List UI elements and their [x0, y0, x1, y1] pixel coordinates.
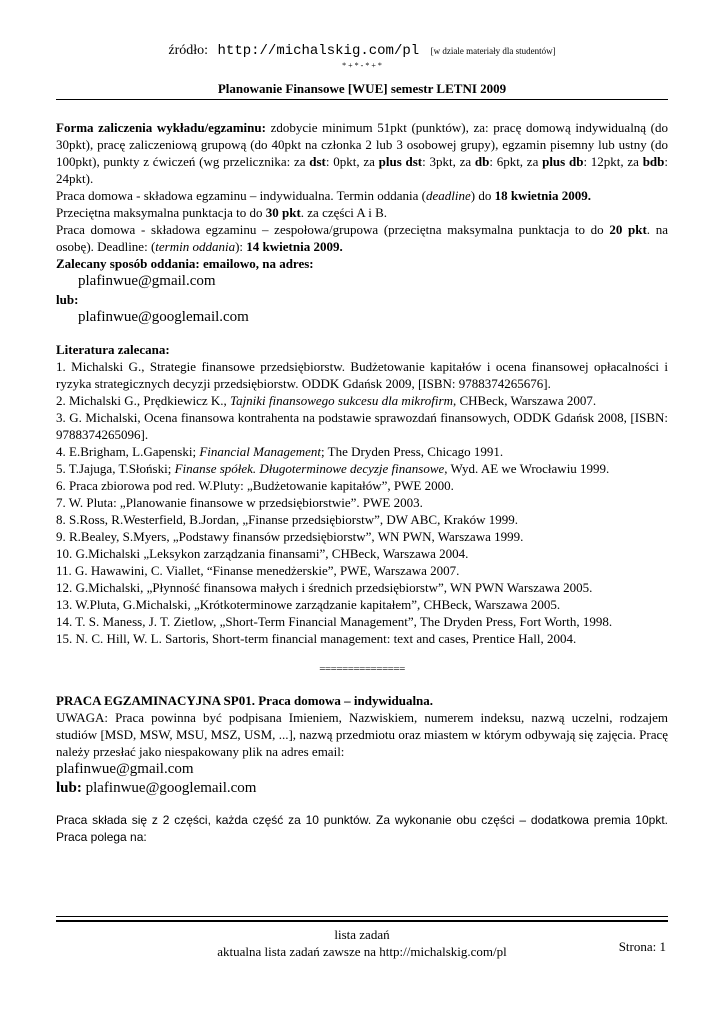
source-label: źródło:	[168, 43, 209, 58]
literature-item: 8. S.Ross, R.Westerfield, B.Jordan, „Finanse przedsiębiorstw”, DW ABC, Kraków 1999.	[56, 512, 518, 527]
uwaga-paragraph: UWAGA: Praca powinna być podpisana Imieniem, Nazwiskiem, numerem indeksu, nazwą uczelni, rodzajem studiów [MSD, MSW, MSU, MSZ, USM, ...], nazwą przedmiotu oraz miastem w którym odbywają się zajęcia. Pracę należy przesłać jako niespakowany plik na adres email:	[56, 710, 668, 759]
praca1-points: Przeciętna maksymalna punktacja to do 30 pkt. za części A i B.	[56, 205, 388, 220]
literature-item: 4. E.Brigham, L.Gapenski; Financial Management; The Dryden Press, Chicago 1991.	[56, 444, 504, 459]
literature-item: 13. W.Pluta, G.Michalski, „Krótkoterminowe zarządzanie kapitałem”, CHBeck, Warszawa 2005.	[56, 597, 561, 612]
literature-item: 11. G. Hawawini, C. Viallet, “Finanse menedżerskie”, PWE, Warszawa 2007.	[56, 563, 460, 578]
literature-item: 1. Michalski G., Strategie finansowe przedsiębiorstw. Budżetowanie kapitałów i ocena finansowej opłacalności i ryzyka strategicznych decyzji przedsiębiorstw. ODDK Gdańsk 2009, [ISBN: 9788374265676].	[56, 359, 668, 391]
forma-paragraph: Forma zaliczenia wykładu/egzaminu: zdobycie minimum 51pkt (punktów), za: pracę domową indywidualną (do 30pkt), pracę zaliczeniową grupową (do 40pkt na członka 2 lub 3 osobowej grupy), egzamin pisemny lub ustny (do 100pkt), punkty z ćwiczeń (wg przelicznika: za dst: 0pkt, za plus dst: 3pkt, za db: 6pkt, za plus db: 12pkt, za bdb: 24pkt).	[56, 120, 669, 186]
footer-line1: lista zadań	[334, 927, 390, 942]
literature-item: 5. T.Jajuga, T.Słoński; Finanse spółek. Długoterminowe decyzje finansowe, Wyd. AE we Wrocławiu 1999.	[56, 461, 610, 476]
document-title: Planowanie Finansowe [WUE] semestr LETNI 2009	[217, 81, 507, 96]
zalecany-heading: Zalecany sposób oddania: emailowo, na adres:	[56, 256, 314, 271]
literature-item: 3. G. Michalski, Ocena finansowa kontrahenta na podstawie sprawozdań finansowych, ODDK Gdańsk 2008, [ISBN: 9788374265096].	[56, 410, 668, 442]
literature-item: 12. G.Michalski, „Płynność finansowa małych i średnich przedsiębiorstw”, WN PWN Warszawa 2005.	[56, 580, 593, 595]
page-footer	[56, 926, 668, 960]
praca1-line: Praca domowa - składowa egzaminu – indywidualna. Termin oddania (deadline) do 18 kwietnia 2009.	[56, 188, 591, 203]
literatura-heading: Literatura zalecana:	[56, 342, 170, 357]
email-gmail[interactable]: plafinwue@gmail.com	[78, 273, 216, 289]
page-number: Strona: 1	[618, 939, 666, 954]
literature-item: 7. W. Pluta: „Planowanie finansowe w przedsiębiorstwie”. PWE 2003.	[56, 495, 423, 510]
egzamin-heading: PRACA EGZAMINACYJNA SP01. Praca domowa – indywidualna.	[56, 693, 434, 708]
source-line	[0, 42, 724, 60]
title-rule	[56, 99, 668, 100]
literature-item: 6. Praca zbiorowa pod red. W.Pluty: „Budżetowanie kapitałów”, PWE 2000.	[56, 478, 454, 493]
egzamin-email-line: lub: plafinwue@googlemail.com	[56, 780, 257, 796]
praca2-paragraph: Praca domowa - składowa egzaminu – zespołowa/grupowa (przeciętna maksymalna punktacja to do 20 pkt. na osobę). Deadline: (termin oddania): 14 kwietnia 2009.	[56, 222, 668, 254]
email-googlemail[interactable]: plafinwue@googlemail.com	[78, 309, 249, 325]
source-note: [w dziale materiały dla studentów]	[430, 46, 556, 56]
literature-item: 15. N. C. Hill, W. L. Sartoris, Short-term financial management: text and cases, Prentice Hall, 2004.	[56, 631, 577, 646]
lub-label: lub:	[56, 292, 79, 307]
forma-label: Forma zaliczenia wykładu/egzaminu:	[56, 120, 266, 135]
literatura-list	[56, 358, 668, 647]
literature-item: 10. G.Michalski „Leksykon zarządzania finansami”, CHBeck, Warszawa 2004.	[56, 546, 469, 561]
egzamin-email-googlemail[interactable]: plafinwue@googlemail.com	[85, 780, 257, 796]
document-body	[56, 119, 668, 846]
egzamin-email-gmail[interactable]: plafinwue@gmail.com	[56, 761, 194, 777]
separator: ===============	[319, 663, 405, 675]
praca-description: Praca składa się z 2 części, każda część za 10 punktów. Za wykonanie obu części – dodatkowa premia 10pkt. Praca polega na:	[56, 813, 668, 844]
footer-rule-top	[56, 916, 668, 917]
decorative-stars: * + * - * + *	[342, 61, 382, 70]
literature-item: 2. Michalski G., Prędkiewicz K., Tajniki finansowego sukcesu dla mikrofirm, CHBeck, Warszawa 2007.	[56, 393, 597, 408]
source-url[interactable]: http://michalskig.com/pl	[217, 43, 420, 59]
literature-item: 9. R.Bealey, S.Myers, „Podstawy finansów przedsiębiorstw”, WN PWN, Warszawa 1999.	[56, 529, 524, 544]
footer-line2: aktualna lista zadań zawsze na http://michalskig.com/pl	[217, 944, 507, 959]
footer-rule-double	[56, 920, 668, 922]
literature-item: 14. T. S. Maness, J. T. Zietlow, „Short-Term Financial Management”, The Dryden Press, Fort Worth, 1998.	[56, 614, 613, 629]
